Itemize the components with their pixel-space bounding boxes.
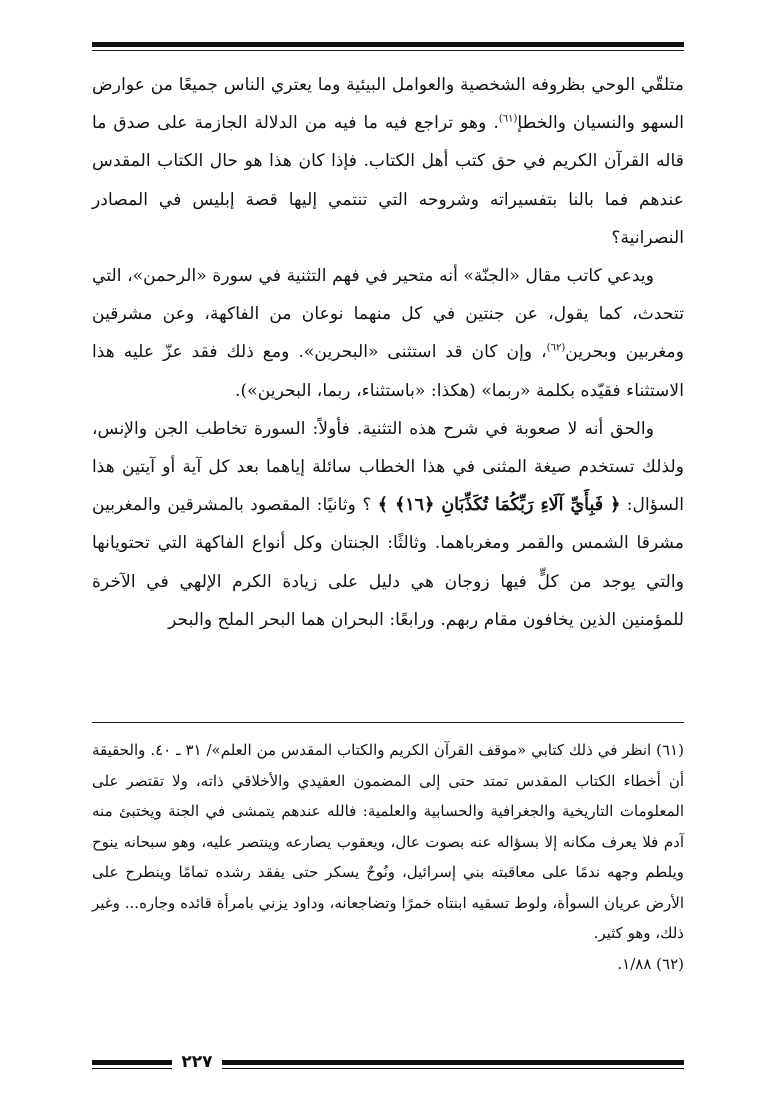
paragraph-3-text-b: ؟ وثانيًا: المقصود بالمشرقين والمغربين مشرقا الشمس والقمر ومغرباهما. وثالثًا: الجنتان وكل أنواع الفاكهة التي تحتويانها والتي يوجد من كلٍّ فيها زوجان هي دليل على زيادة الكرم الإلهي في الآخرة للمؤمنين الذين يخافون مقام ربهم. ورابعًا: البحران هما البحر الملح والبحر bbox=[92, 495, 684, 630]
paragraph-2 bbox=[92, 257, 684, 410]
page-number: ٢٢٧ bbox=[181, 1052, 213, 1072]
footnote-separator bbox=[92, 722, 684, 723]
paragraph-2-text: ويدعي كاتب مقال «الجنّة» أنه متحير في فهم التثنية في سورة «الرحمن»، التي تتحدث، كما يقول، عن جنتين في كل منهما نوعان من الفاكهة، وعن مشرقين ومغربين وبحرين bbox=[92, 266, 685, 363]
paragraph-1-rest: . وهو تراجع فيه ما فيه من الدلالة الجازمة على صدق ما قاله القرآن الكريم في حق كتب أهل الكتاب. فإذا كان هذا هو حال الكتاب المقدس عندهم فما بالنا بتفسيراته وشروحه التي تنتمي إليها قصة إبليس في المصادر النصرانية؟ bbox=[92, 113, 684, 248]
header-rule-thick bbox=[92, 42, 684, 47]
footer-rule-thin-left bbox=[92, 1068, 172, 1069]
header-rule-thin bbox=[92, 50, 684, 51]
footnote-62: (٦٢) ١/٨٨. bbox=[617, 954, 684, 973]
footnote-61: (٦١) انظر في ذلك كتابي «موقف القرآن الكريم والكتاب المقدس من العلم»/ ٣١ ـ ٤٠. والحقيقة أن أخطاء الكتاب المقدس تمتد حتى إلى المضمون العقيدي والأخلاقي ذاته، ولا تقتصر على المعلومات التاريخية والجغرافية والحسابية والعلمية: فالله عندهم يتمشى في الجنة ويختبئ منه آدم فلا يعرف مكانه إلا بسؤاله عنه بصوت عال، ويعقوب يصارعه وينتصر عليه، وهو سبحانه ينوح ويلطم وجهه ندمًا على معاقبته بني إسرائيل، ونُوحٌ يسكر حتى يفقد رشده تمامًا وينطرح على الأرض عريان السوأة، ولوط تسقيه ابنتاه خمرًا وتضاجعانه، وداود يزني بامرأة قائده وجاره... وغير ذلك، وهو كثير. bbox=[92, 741, 684, 942]
paragraph-3-text-a: والحق أنه لا صعوبة في شرح هذه التثنية. فأولاً: السورة تخاطب الجن والإنس، ولذلك تستخدم صيغة المثنى في هذا الخطاب سائلة إياهما بعد كل آية أو آيتين هذا السؤال: bbox=[92, 418, 685, 516]
footer-rule-thick-left bbox=[92, 1060, 172, 1065]
paragraph-2-rest: ، وإن كان قد استثنى «البحرين». ومع ذلك فقد عزّ عليه هذا الاستثناء فقيّده بكلمة «ربما» (هكذا: «باستثناء، ربما، البحرين»). bbox=[92, 342, 684, 401]
footnote-ref-62: (٦٢) bbox=[546, 342, 566, 354]
paragraph-1-text: متلقّي الوحي بظروفه الشخصية والعوامل البيئية وما يعتري الناس جميعًا من عوارض السهو والنسيان والخطإ bbox=[92, 75, 684, 134]
footer-rule-thin bbox=[222, 1068, 684, 1069]
main-text bbox=[92, 66, 684, 639]
footnote-ref-61: (٦١) bbox=[498, 113, 518, 125]
paragraph-3 bbox=[92, 410, 684, 639]
footer-rule-thick bbox=[222, 1060, 684, 1065]
footnotes bbox=[92, 735, 684, 979]
quran-verse: ﴿ فَبِأَيِّ آلَاءِ رَبِّكُمَا تُكَذِّبَانِ ﴿١٦﴾ ﴾ bbox=[377, 495, 621, 516]
paragraph-1 bbox=[92, 66, 684, 257]
page-footer bbox=[92, 1052, 684, 1074]
